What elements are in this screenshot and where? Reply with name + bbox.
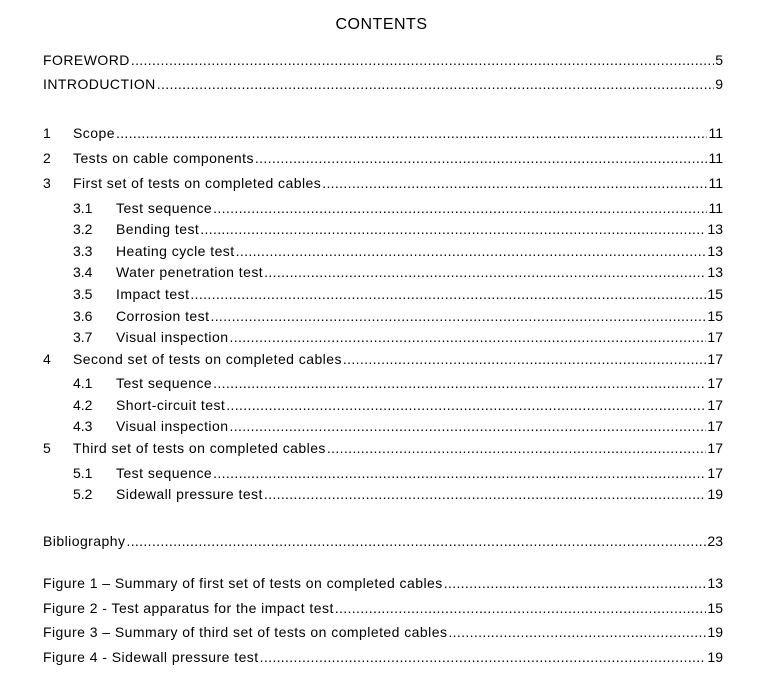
toc-entry-subsection[interactable] xyxy=(73,307,723,325)
toc-entry-subsection[interactable] xyxy=(73,220,723,238)
dot-leader xyxy=(264,485,707,503)
toc-entry-introduction[interactable] xyxy=(43,75,723,93)
dot-leader xyxy=(322,174,707,192)
toc-entry-label: Short-circuit test xyxy=(116,397,226,413)
dot-leader xyxy=(157,75,714,93)
toc-entry-page: 19 xyxy=(707,486,723,502)
toc-entry-page: 13 xyxy=(707,575,723,591)
toc-entry-number: 4.1 xyxy=(73,375,93,391)
toc-entry-subsection[interactable] xyxy=(73,464,723,482)
dot-leader xyxy=(190,285,706,303)
toc-entry-number: 3.5 xyxy=(73,286,93,302)
toc-entry-figure[interactable] xyxy=(43,599,723,617)
toc-entry-label: Test sequence xyxy=(116,200,213,216)
toc-entry-subsection[interactable] xyxy=(73,417,723,435)
toc-entry-page: 17 xyxy=(707,329,723,345)
toc-entry-subsection[interactable] xyxy=(73,374,723,392)
toc-entry-number: 2 xyxy=(43,150,51,166)
toc-entry-page: 11 xyxy=(708,125,723,141)
toc-entry-subsection[interactable] xyxy=(73,328,723,346)
toc-entry-label: Third set of tests on completed cables xyxy=(73,440,326,456)
toc-entry-number: 4.2 xyxy=(73,397,93,413)
toc-entry-label: Figure 2 - Test apparatus for the impact test xyxy=(43,600,334,616)
toc-entry-number: 3.7 xyxy=(73,329,93,345)
toc-entry-page: 5 xyxy=(715,52,723,68)
toc-entry-page: 11 xyxy=(708,175,723,191)
dot-leader xyxy=(448,623,706,641)
toc-entry-page: 19 xyxy=(707,624,723,640)
dot-leader xyxy=(131,51,714,69)
toc-entry-label: Bibliography xyxy=(43,533,126,549)
dot-leader xyxy=(255,149,708,167)
toc-entry-section[interactable] xyxy=(43,149,723,167)
toc-entry-label: Scope xyxy=(73,125,115,141)
toc-entry-bibliography[interactable] xyxy=(43,532,723,550)
toc-entry-number: 5 xyxy=(43,440,51,456)
page-title: CONTENTS xyxy=(335,16,428,33)
toc-entry-number: 3 xyxy=(43,175,51,191)
toc-entry-label: Test sequence xyxy=(116,465,213,481)
toc-entry-subsection[interactable] xyxy=(73,396,723,414)
toc-entry-number: 4 xyxy=(43,351,51,367)
toc-entry-subsection[interactable] xyxy=(73,263,723,281)
toc-entry-label: Heating cycle test xyxy=(116,243,235,259)
toc-entry-label: First set of tests on completed cables xyxy=(73,175,322,191)
dot-leader xyxy=(210,307,706,325)
toc-entry-page: 19 xyxy=(707,649,723,665)
toc-entry-label: Figure 3 – Summary of third set of tests on completed cables xyxy=(43,624,448,640)
toc-entry-number: 3.3 xyxy=(73,243,93,259)
toc-entry-figure[interactable] xyxy=(43,574,723,592)
dot-leader xyxy=(236,242,707,260)
toc-entry-page: 9 xyxy=(715,76,723,92)
toc-entry-section[interactable] xyxy=(43,174,723,192)
toc-entry-label: Figure 1 – Summary of first set of tests on completed cables xyxy=(43,575,443,591)
toc-entry-subsection[interactable] xyxy=(73,242,723,260)
toc-entry-subsection[interactable] xyxy=(73,199,723,217)
dot-leader xyxy=(327,439,707,457)
toc-entry-page: 17 xyxy=(707,351,723,367)
toc-entry-page: 23 xyxy=(707,533,723,549)
toc-entry-label: Second set of tests on completed cables xyxy=(73,351,342,367)
toc-entry-number: 3.2 xyxy=(73,221,93,237)
toc-entry-section[interactable] xyxy=(43,439,723,457)
toc-entry-page: 11 xyxy=(708,150,723,166)
toc-entry-number: 3.6 xyxy=(73,308,93,324)
toc-entry-page: 17 xyxy=(707,418,723,434)
toc-entry-number: 5.2 xyxy=(73,486,93,502)
toc-entry-label: Test sequence xyxy=(116,375,213,391)
dot-leader xyxy=(229,417,706,435)
toc-entry-label: Tests on cable components xyxy=(73,150,254,166)
toc-entry-page: 17 xyxy=(707,375,723,391)
dot-leader xyxy=(260,648,707,666)
toc-entry-subsection[interactable] xyxy=(73,485,723,503)
toc-entry-label: INTRODUCTION xyxy=(43,76,156,92)
toc-entry-section[interactable] xyxy=(43,124,723,142)
toc-entry-label: Corrosion test xyxy=(116,308,210,324)
toc-entry-page: 13 xyxy=(707,264,723,280)
toc-entry-number: 5.1 xyxy=(73,465,93,481)
toc-entry-number: 3.4 xyxy=(73,264,93,280)
toc-entry-page: 17 xyxy=(707,465,723,481)
toc-entry-number: 1 xyxy=(43,125,51,141)
toc-entry-section[interactable] xyxy=(43,350,723,368)
toc-entry-page: 17 xyxy=(707,397,723,413)
dot-leader xyxy=(116,124,708,142)
toc-entry-label: FOREWORD xyxy=(43,52,130,68)
toc-entry-foreword[interactable] xyxy=(43,51,723,69)
dot-leader xyxy=(343,350,707,368)
toc-entry-page: 17 xyxy=(707,440,723,456)
toc-entry-label: Impact test xyxy=(116,286,190,302)
toc-entry-label: Visual inspection xyxy=(116,329,229,345)
dot-leader xyxy=(229,328,706,346)
toc-entry-subsection[interactable] xyxy=(73,285,723,303)
toc-entry-page: 15 xyxy=(707,600,723,616)
toc-entry-page: 13 xyxy=(707,221,723,237)
toc-entry-label: Sidewall pressure test xyxy=(116,486,263,502)
dot-leader xyxy=(213,199,707,217)
toc-entry-label: Figure 4 - Sidewall pressure test xyxy=(43,649,259,665)
toc-entry-label: Water penetration test xyxy=(116,264,264,280)
toc-entry-figure[interactable] xyxy=(43,648,723,666)
toc-entry-label: Visual inspection xyxy=(116,418,229,434)
toc-entry-number: 4.3 xyxy=(73,418,93,434)
toc-entry-figure[interactable] xyxy=(43,623,723,641)
dot-leader xyxy=(213,464,706,482)
dot-leader xyxy=(200,220,706,238)
dot-leader xyxy=(335,599,707,617)
toc-entry-label: Bending test xyxy=(116,221,200,237)
toc-entry-number: 3.1 xyxy=(73,200,93,216)
dot-leader xyxy=(213,374,706,392)
toc-entry-page: 15 xyxy=(707,286,723,302)
toc-entry-page: 13 xyxy=(707,243,723,259)
dot-leader xyxy=(126,532,706,550)
dot-leader xyxy=(264,263,706,281)
dot-leader xyxy=(226,396,706,414)
toc-entry-page: 11 xyxy=(708,200,723,216)
toc-entry-page: 15 xyxy=(707,308,723,324)
dot-leader xyxy=(444,574,707,592)
